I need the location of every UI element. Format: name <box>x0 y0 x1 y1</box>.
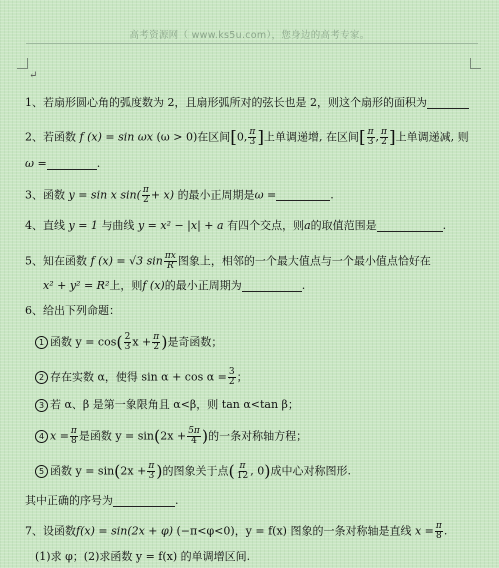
q7-condition: (−π<φ<0) <box>176 524 235 538</box>
q6-item5-text-a: 函数 y = sin <box>50 464 115 478</box>
q3-expr-b: + x) <box>150 188 175 202</box>
q3-pi-over-2: $\frac{\pi}{2}$ <box>142 185 149 205</box>
q6-item3-text: 若 α、β 是第一象限角且 α<β，则 tan α<tan β； <box>50 398 299 411</box>
q6-item-4: 4 x = $\frac{\pi}{8}$ 是函数 y = sin(2x + $\frac{5\pi}{4}$ )的一条对称轴方程； <box>35 427 307 446</box>
q2-text-3: 上单调递增, 在区间 <box>263 130 359 144</box>
q6-item2-text: 存在实数 α，使得 sin α + cos α = <box>50 370 227 384</box>
q5-text-4: 的最小正周期为 <box>164 279 242 292</box>
header-rule <box>26 43 478 44</box>
question-2: 2、若函数 f (x) = sin ωx (ω > 0)在区间[0, $\frac{\pi}{3}$ ]上单调递增, 在区间[ $\frac{\pi}{3}$ , $\frac{\pi}{2}$ ]上单调递减, 则 <box>25 127 469 148</box>
q7-function: f(x) = sin(2x + φ) <box>76 524 174 538</box>
q5-answer-blank <box>242 281 302 292</box>
q6-item-3 <box>35 398 299 412</box>
question-6 <box>25 304 120 318</box>
page-header: 高考资源网（ www.ks5u.com），您身边的高考专家。 <box>129 30 370 41</box>
paragraph-mark: ↵ <box>29 70 38 81</box>
q3-omega: ω = <box>254 188 277 202</box>
q1-text: 若扇形圆心角的弧度数为 2，且扇形弧所对的弦长也是 2，则这个扇形的面积为 <box>43 96 427 109</box>
q6-item4-text-b: 是函数 y = sin <box>78 429 155 443</box>
q2-function: f (x) = sin ωx <box>79 130 153 144</box>
q2-text-2: 在区间 <box>197 130 231 144</box>
q3-text-2: 的最小正周期是 <box>177 188 255 202</box>
q4-text-1: 直线 <box>43 219 65 232</box>
q7-x-eq: x = <box>414 524 434 538</box>
q4-text-2: 与曲线 <box>101 219 135 232</box>
q5-text-2: 图象上，相邻的一个最大值点与一个最小值点恰好在 <box>177 254 431 268</box>
q5-function: f (x) = √3 sin <box>90 254 163 268</box>
q5-fraction: $\frac{\pi x}{R}$ <box>164 251 176 271</box>
q2-condition: (ω > 0) <box>156 130 198 144</box>
crop-mark-right <box>470 58 481 69</box>
q6-answer-prefix: 其中正确的序号为 <box>25 494 113 507</box>
q6-item5-text-c: 成中心对称图形. <box>270 464 351 478</box>
q2-answer-blank <box>47 159 97 170</box>
question-5-cont: x² + y² = R²上，则f (x)的最小正周期为 . <box>43 279 306 292</box>
circled-number: 5 <box>35 465 48 478</box>
q5-number: 5、 <box>25 254 43 268</box>
question-7: 7、设函数f(x) = sin(2x + φ) (−π<φ<0)，y = f(x) 图象的一条对称轴是直线 x = $\frac{\pi}{8}$ . <box>25 521 448 541</box>
circled-number: 3 <box>35 399 48 412</box>
q2-interval1-start: 0, <box>236 130 248 144</box>
question-4: 4、直线 y = 1 与曲线 y = x² − |x| + a 有四个交点，则a的取值范围是 . <box>25 219 447 232</box>
q2-bracket: ] <box>388 127 396 148</box>
crop-mark-left <box>17 58 28 69</box>
q4-a: a <box>304 219 311 232</box>
q6-number: 6、 <box>25 304 43 317</box>
q2-text-4: 上单调递减, 则 <box>395 130 469 144</box>
q3-text-1: 函数 <box>43 188 65 202</box>
q6-item-1: 1 函数 y = cos( $\frac{2}{3}$ x + $\frac{\pi}{2}$ )是奇函数； <box>35 333 222 352</box>
q5-fx: f (x) <box>142 279 165 292</box>
q1-answer-blank <box>427 98 469 109</box>
q6-item-2: 2 存在实数 α，使得 sin α + cos α = $\frac{3}{2}$ ； <box>35 368 248 387</box>
question-1 <box>25 96 469 110</box>
q4-line: y = 1 <box>68 219 98 232</box>
q2-bracket: [ <box>230 127 237 148</box>
q1-number: 1、 <box>25 96 43 109</box>
q4-curve: y = x² − |x| + a <box>137 219 224 232</box>
q6-item-5: 5 函数 y = sin(2x + $\frac{\pi}{3}$ )的图象关于点( $\frac{\pi}{12}$ , 0)成中心对称图形. <box>35 462 351 481</box>
q7-text-1: 设函数 <box>43 524 76 538</box>
q6-item1-text-a: 函数 y = cos <box>50 335 117 349</box>
q2-number: 2、 <box>25 130 43 144</box>
q6-item1-text-b: 是奇函数； <box>167 335 223 349</box>
q5-circle: x² + y² = R² <box>43 279 110 292</box>
q6-item4-text-a: x = <box>50 429 69 443</box>
question-2-cont: ω = . <box>25 157 101 170</box>
q5-text-3: 上，则 <box>109 279 143 292</box>
q6-item4-inner: 2x + <box>160 429 187 443</box>
q4-text-4: 的取值范围是 <box>310 219 377 232</box>
circled-number: 2 <box>35 371 48 384</box>
q6-item5-text-b: 的图象关于点 <box>162 464 229 478</box>
q2-pi-over-2: $\frac{\pi}{2}$ <box>381 127 387 147</box>
q2-bracket: ] <box>257 127 264 148</box>
q4-answer-blank <box>377 221 443 232</box>
q6-item2-end: ； <box>236 370 248 384</box>
q5-text-1: 知在函数 <box>43 254 87 268</box>
q2-omega: ω = <box>25 157 47 170</box>
q2-pi-over-3: $\frac{\pi}{3}$ <box>249 127 256 147</box>
q6-item5-inner: 2x + <box>120 464 147 478</box>
q6-answer-line: 其中正确的序号为 . <box>25 494 179 507</box>
circled-number: 1 <box>35 336 48 349</box>
q6-item4-text-c: 的一条对称轴方程； <box>208 429 308 443</box>
q2-bracket: [ <box>358 127 366 148</box>
q3-answer-blank <box>276 190 330 201</box>
question-7-sub <box>35 550 250 564</box>
q7-text-2: ，y = f(x) 图象的一条对称轴是直线 <box>234 524 412 538</box>
circled-number: 4 <box>35 430 48 443</box>
q3-expr-a: y = sin x sin( <box>68 188 141 202</box>
q7-number: 7、 <box>25 524 43 538</box>
q6-title: 给出下列命题： <box>43 304 120 317</box>
q2-pi-over-3b: $\frac{\pi}{3}$ <box>367 127 374 147</box>
q2-text-1: 若函数 <box>43 130 76 144</box>
q4-number: 4、 <box>25 219 43 232</box>
q6-item1-mid: x + <box>132 335 152 349</box>
question-5 <box>25 252 431 271</box>
q7-subparts: (1)求 φ；(2)求函数 y = f(x) 的单调增区间. <box>35 550 251 563</box>
question-3: 3、函数 y = sin x sin( $\frac{\pi}{2}$ + x) 的最小正周期是ω = . <box>25 185 334 205</box>
q4-text-3: 有四个交点，则 <box>227 219 305 232</box>
q6-answer-blank <box>113 496 175 507</box>
q3-number: 3、 <box>25 188 43 202</box>
